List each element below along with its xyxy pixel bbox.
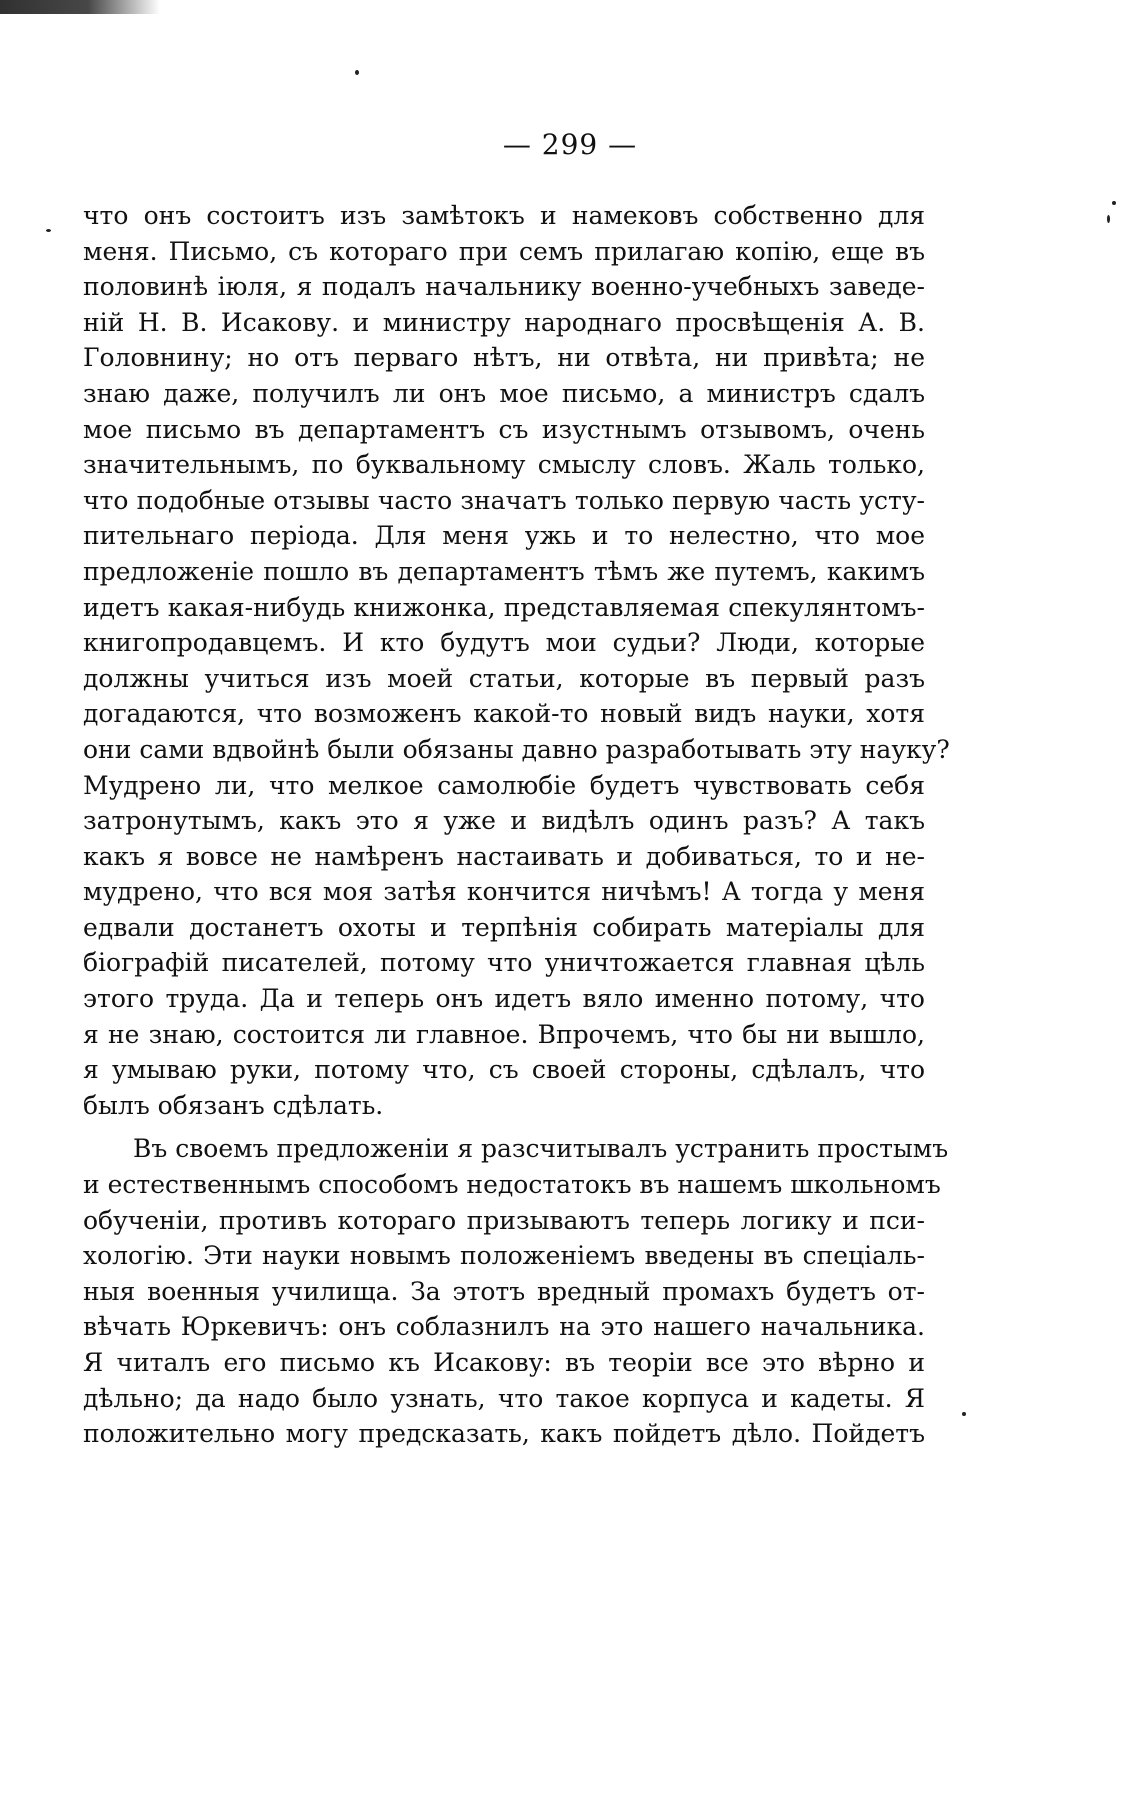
text-line: я умываю руки, потому что, съ своей стороны, сдѣлалъ, что — [83, 1055, 925, 1085]
paragraph-gap — [83, 1123, 925, 1131]
body-text — [83, 198, 950, 1452]
paragraph-1 — [83, 198, 950, 1123]
scan-edge-mark — [0, 0, 160, 14]
text-line: едвали достанетъ охоты и терпѣнія собирать матеріалы для — [83, 912, 925, 942]
text-line: біографій писателей, потому что уничтожается главная цѣль — [83, 948, 925, 978]
text-line: положительно могу предсказать, какъ пойдетъ дѣло. Пойдетъ — [83, 1419, 925, 1449]
text-line: Головнину; но отъ перваго нѣтъ, ни отвѣта, ни привѣта; не — [83, 343, 925, 373]
text-line: какъ я вовсе не намѣренъ настаивать и добиваться, то и не- — [83, 841, 925, 871]
text-line: знаю даже, получилъ ли онъ мое письмо, а министръ сдалъ — [83, 378, 925, 408]
scan-speck — [46, 229, 51, 232]
text-line: вѣчать Юркевичъ: онъ соблазнилъ на это нашего начальника. — [83, 1312, 925, 1342]
text-line: что подобные отзывы часто значатъ только первую часть усту- — [83, 485, 925, 515]
text-line: затронутымъ, какъ это я уже и видѣлъ одинъ разъ? А такъ — [83, 806, 925, 836]
text-line: мудрено, что вся моя затѣя кончится ничѣмъ! А тогда у меня — [83, 877, 925, 907]
scan-speck — [355, 70, 359, 75]
scan-speck — [1112, 201, 1116, 205]
text-line: идетъ какая-нибудь книжонка, представляемая спекулянтомъ- — [83, 592, 925, 622]
paragraph-2 — [83, 1131, 949, 1451]
text-line: значительнымъ, по буквальному смыслу словъ. Жаль только, — [83, 450, 925, 480]
text-line: должны учиться изъ моей статьи, которые въ первый разъ — [83, 663, 925, 693]
text-line: ныя военныя училища. За этотъ вредный промахъ будетъ от- — [83, 1276, 925, 1306]
text-line: они сами вдвойнѣ были обязаны давно разработывать эту науку? — [83, 734, 950, 764]
scan-speck — [1107, 215, 1110, 223]
text-line: мое письмо въ департаментъ съ изустнымъ отзывомъ, очень — [83, 414, 925, 444]
text-line: книгопродавцемъ. И кто будутъ мои судьи? Люди, которые — [83, 628, 925, 658]
text-line: этого труда. Да и теперь онъ идетъ вяло именно потому, что — [83, 984, 925, 1014]
text-line: и естественнымъ способомъ недостатокъ въ нашемъ школьномъ — [83, 1170, 941, 1200]
text-line: меня. Письмо, съ котораго при семъ прилагаю копію, еще въ — [83, 236, 925, 266]
text-line: догадаются, что возможенъ какой-то новый видъ науки, хотя — [83, 699, 925, 729]
text-line: былъ обязанъ сдѣлать. — [83, 1090, 384, 1120]
text-line: хологію. Эти науки новымъ положеніемъ введены въ спеціаль- — [83, 1241, 925, 1271]
text-line: предложеніе пошло въ департаментъ тѣмъ же путемъ, какимъ — [83, 556, 925, 586]
text-line: ній Н. В. Исакову. и министру народнаго просвѣщенія А. В. — [83, 307, 925, 337]
text-line: Въ своемъ предложеніи я разсчитывалъ устранить простымъ — [133, 1134, 949, 1164]
scan-speck — [962, 1412, 966, 1416]
text-line: дѣльно; да надо было узнать, что такое корпуса и кадеты. Я — [83, 1383, 925, 1413]
text-line: пительнаго періода. Для меня ужь и то нелестно, что мое — [83, 521, 925, 551]
text-line: Я читалъ его письмо къ Исакову: въ теоріи все это вѣрно и — [83, 1348, 925, 1377]
text-line: обученіи, противъ котораго призываютъ теперь логику и пси- — [83, 1205, 925, 1235]
text-line: Мудрено ли, что мелкое самолюбіе будетъ чувствовать себя — [83, 770, 925, 800]
page-number: — 299 — — [502, 128, 638, 161]
text-line: половинѣ іюля, я подалъ начальнику военно-учебныхъ заведе- — [83, 272, 925, 302]
text-line: что онъ состоитъ изъ замѣтокъ и намековъ собственно для — [83, 201, 925, 230]
text-line: я не знаю, состоится ли главное. Впрочемъ, что бы ни вышло, — [83, 1019, 925, 1049]
